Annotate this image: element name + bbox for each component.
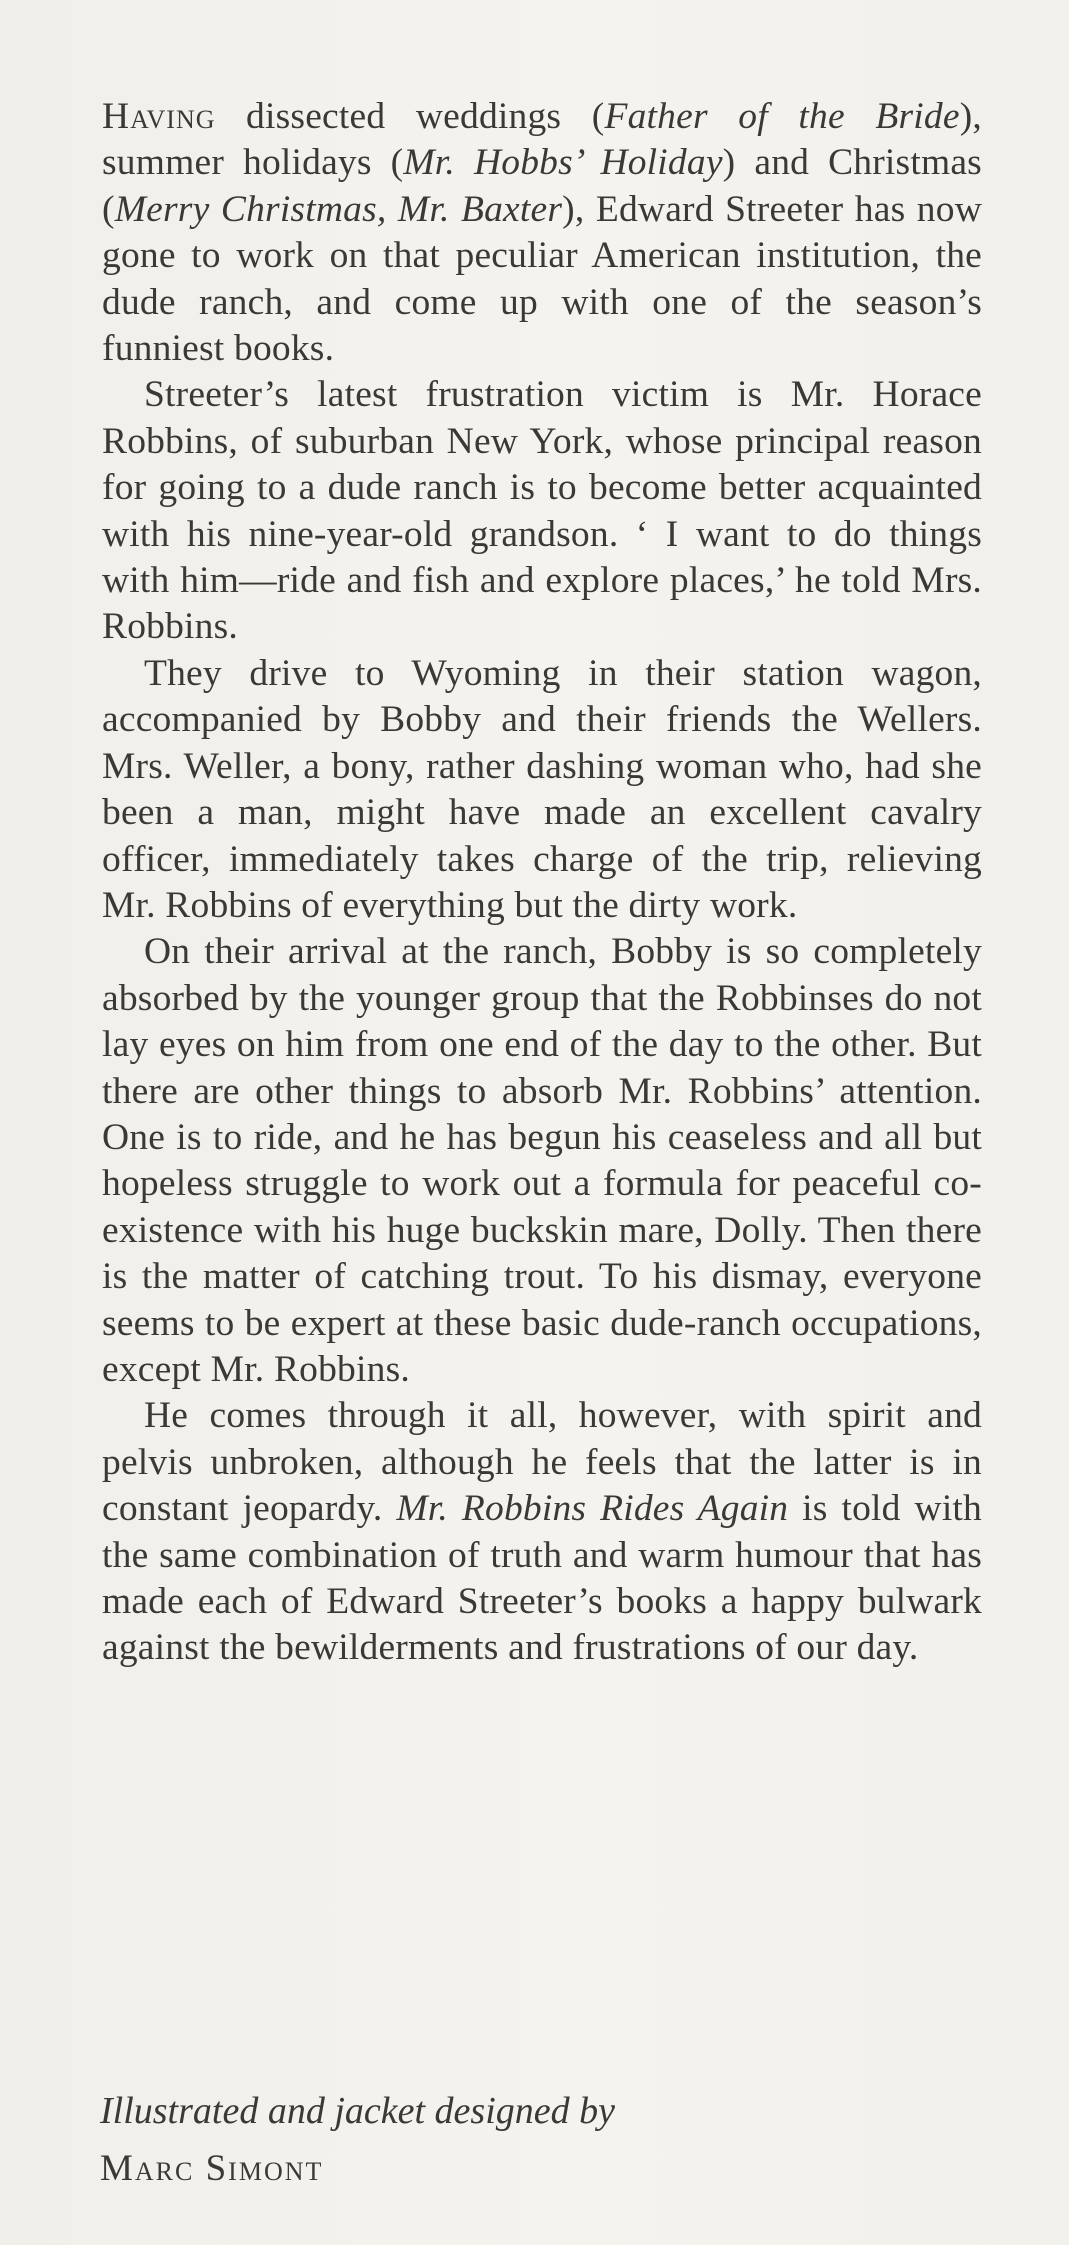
book-title-mr-robbins-rides-again: Mr. Robbins Rides Again [396, 1488, 789, 1530]
text-run: ), summer holidays ( [102, 96, 982, 184]
book-title-mr-hobbs-holiday: Mr. Hobbs’ Holiday [403, 142, 723, 184]
blurb-paragraph-1 [102, 94, 982, 372]
text-run: He comes through it all, however, with spirit and pelvis unbroken, although he feels that the latter is in constant jeopardy. [102, 1395, 982, 1530]
book-title-merry-christmas: Merry Christmas, Mr. Baxter [114, 188, 563, 230]
blurb-paragraph-5 [102, 1393, 982, 1671]
text-run: is told with the same combination of truth and warm humour that has made each of Edward Streeter’s books a happy bulwark against the bewilderments and frustrations of our day. [102, 1488, 983, 1669]
text-run: On their arrival at the ranch, Bobby is so completely absorbed by the younger group that the Robbinses do not lay eyes on him from one end of the day to the other. But there are other things to absorb Mr. Robbins’ attention. One is to ride, and he has begun his ceaseless and all but hopeless struggle to work out a formula for peaceful co-existence with his huge buckskin mare, Dolly. Then there is the matter of catching trout. To his dismay, everyone seems to be expert at these basic dude-ranch occupations, except Mr. Robbins. [102, 931, 982, 1390]
blurb-paragraph-4 [102, 929, 982, 1393]
text-run: ) and Christmas ( [102, 142, 982, 230]
text-run: ), Edward Streeter has now gone to work on that peculiar American institution, the dude ranch, and come up with one of the season’s funniest books. [102, 188, 982, 370]
text-run: Streeter’s latest frustration victim is Mr. Horace Robbins, of suburban New York, whose principal reason for going to a dude ranch is to become better acquainted with his nine-year-old grandson. ‘ I want to do things with him—ride and fish and explore places,’ he told Mrs. Robbins. [102, 374, 982, 648]
text-run: They drive to Wyoming in their station wagon, accompanied by Bobby and their friends the Wellers. Mrs. Weller, a bony, rather dashing woman who, had she been a man, might have made an excellent cavalry officer, immediately takes charge of the trip, relieving Mr. Robbins of everything but the dirty work. [102, 652, 982, 926]
blurb-paragraph-2 [102, 372, 982, 650]
book-title-father-of-the-bride: Father of the Bride [604, 96, 960, 137]
opening-small-caps: Having [102, 96, 216, 137]
illustration-credit [100, 2088, 1000, 2192]
artist-name: Marc Simont [100, 2148, 324, 2189]
jacket-blurb [102, 94, 982, 1672]
text-run: dissected weddings ( [215, 96, 605, 137]
credit-line: Illustrated and jacket designed by [100, 2090, 615, 2132]
blurb-paragraph-3 [102, 651, 982, 929]
